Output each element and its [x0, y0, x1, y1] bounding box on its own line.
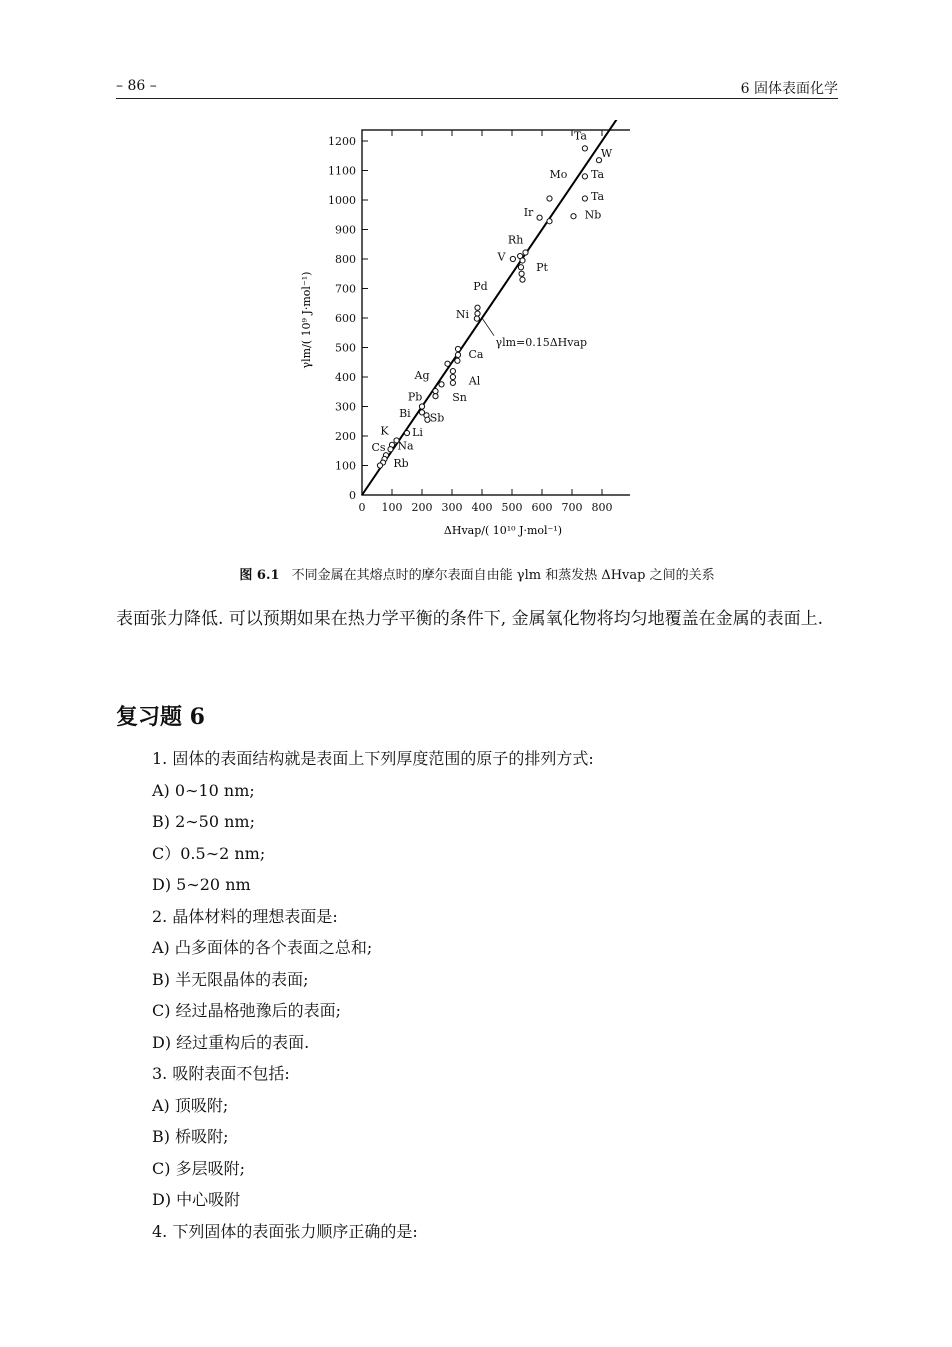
point-label: Sn: [452, 391, 467, 405]
point-label: W: [600, 147, 613, 161]
data-point: [404, 430, 409, 435]
question-line: B) 桥吸附;: [152, 1127, 229, 1146]
question-line: A) 顶吸附;: [152, 1095, 229, 1115]
section-title: 复习题 6: [116, 704, 205, 730]
point-label: Cs: [371, 440, 386, 454]
y-tick-label: 700: [335, 282, 356, 296]
point-label: Ca: [468, 347, 484, 361]
question-list: [152, 743, 832, 1247]
question-line: B) 半无限晶体的表面;: [152, 969, 309, 989]
point-label: Ir: [523, 206, 534, 220]
y-tick-label: 1100: [328, 164, 356, 178]
question-line: A) 凸多面体的各个表面之总和;: [152, 938, 373, 957]
x-tick-label: 800: [591, 501, 613, 514]
data-point: [433, 394, 438, 399]
question-line: 1. 固体的表面结构就是表面上下列厚度范围的原子的排列方式:: [152, 749, 594, 768]
x-tick-label: 500: [501, 501, 523, 514]
question-line: A) 0∼10 nm;: [152, 780, 255, 800]
data-point: [377, 463, 382, 468]
point-label: Ag: [414, 369, 430, 383]
y-tick-label: 400: [335, 371, 356, 384]
data-point: [439, 382, 444, 387]
data-point: [433, 389, 438, 394]
data-point: [519, 271, 524, 276]
y-axis-label: γlm/( 10⁹ J·mol⁻¹): [300, 271, 313, 369]
fit-label-leader: [482, 318, 494, 336]
question-line: D) 经过重构后的表面.: [152, 1032, 310, 1052]
y-tick-label: 1000: [328, 194, 356, 207]
point-label: Rb: [393, 456, 409, 470]
caption-label: 图 6.1: [239, 568, 280, 583]
data-point: [450, 380, 455, 385]
y-tick-label: 100: [335, 459, 356, 473]
data-point: [474, 316, 479, 321]
data-point: [475, 311, 480, 316]
data-point: [520, 277, 525, 282]
y-tick-label: 900: [335, 223, 356, 237]
point-label: Li: [412, 426, 423, 439]
point-label: V: [497, 250, 506, 264]
point-label: Mo: [549, 167, 568, 181]
page-number: – 86 –: [116, 78, 157, 94]
point-label: Pb: [407, 390, 423, 404]
data-point: [582, 146, 587, 151]
question-line: C) 经过晶格弛豫后的表面;: [152, 1001, 341, 1020]
point-label: Rh: [507, 233, 524, 247]
question-line: D) 5∼20 nm: [152, 875, 251, 894]
y-tick-label: 300: [335, 400, 356, 414]
fit-line-label: γlm=0.15ΔHvap: [495, 336, 588, 350]
data-point: [520, 258, 525, 263]
data-point: [455, 352, 460, 357]
point-label: Bi: [399, 406, 411, 420]
data-point: [510, 256, 515, 261]
data-point: [518, 265, 523, 270]
question-line: D) 中心吸附: [152, 1190, 241, 1209]
chapter-title: 6 固体表面化学: [740, 81, 838, 97]
question-line: C）0.5∼2 nm;: [152, 843, 266, 863]
data-point: [445, 361, 450, 366]
data-point: [419, 404, 424, 409]
y-tick-label: 0: [349, 489, 356, 502]
question-line: 3. 吸附表面不包括:: [152, 1064, 290, 1083]
page-header: [116, 78, 838, 99]
data-point: [455, 358, 460, 363]
point-label: Ni: [455, 308, 470, 321]
point-label: Sb: [429, 411, 445, 425]
point-label: Ta: [590, 167, 605, 181]
question-line: C) 多层吸附;: [152, 1158, 245, 1178]
body-paragraph: 表面张力降低. 可以预期如果在热力学平衡的条件下, 金属氧化物将均匀地覆盖在金属的表面上.: [116, 609, 824, 629]
y-tick-label: 800: [335, 253, 356, 266]
x-tick-label: 300: [441, 501, 463, 514]
point-label: Nb: [584, 208, 602, 222]
data-point: [475, 305, 480, 310]
data-point: [450, 374, 455, 379]
data-point: [582, 174, 587, 179]
question-line: 4. 下列固体的表面张力顺序正确的是:: [152, 1221, 418, 1241]
x-tick-label: 700: [561, 501, 583, 514]
x-tick-label: 200: [411, 501, 433, 514]
y-tick-label: 1200: [328, 135, 356, 148]
data-point: [455, 346, 460, 351]
point-label: Al: [468, 374, 481, 388]
data-point: [388, 447, 393, 452]
x-tick-label: 100: [381, 501, 403, 514]
data-point: [450, 369, 455, 374]
data-point: [582, 196, 587, 201]
data-point: [523, 250, 528, 255]
point-label: Ta: [590, 190, 605, 203]
point-label: K: [380, 424, 389, 438]
figure-caption: [116, 564, 838, 583]
data-point: [547, 219, 552, 224]
question-line: 2. 晶体材料的理想表面是:: [152, 906, 338, 926]
point-label: Pt: [536, 260, 548, 274]
data-point: [547, 196, 552, 201]
data-point: [537, 215, 542, 220]
point-labels: [371, 130, 612, 470]
y-tick-label: 500: [335, 341, 356, 355]
x-tick-label: 600: [531, 501, 553, 514]
data-point: [571, 214, 576, 219]
scatter-chart: [290, 120, 630, 550]
x-tick-label: 400: [471, 501, 493, 514]
y-tick-label: 600: [335, 312, 356, 325]
point-label: Ta: [573, 129, 587, 143]
point-label: Na: [397, 439, 414, 453]
y-tick-label: 200: [335, 430, 356, 443]
question-line: B) 2∼50 nm;: [152, 812, 255, 831]
caption-text: 不同金属在其熔点时的摩尔表面自由能 γlm 和蒸发热 ΔHvap 之间的关系: [291, 568, 715, 583]
point-label: Pd: [473, 279, 488, 293]
x-tick-label: 0: [358, 501, 366, 514]
x-axis-label: ΔHvap/( 10¹⁰ J·mol⁻¹): [443, 524, 563, 537]
